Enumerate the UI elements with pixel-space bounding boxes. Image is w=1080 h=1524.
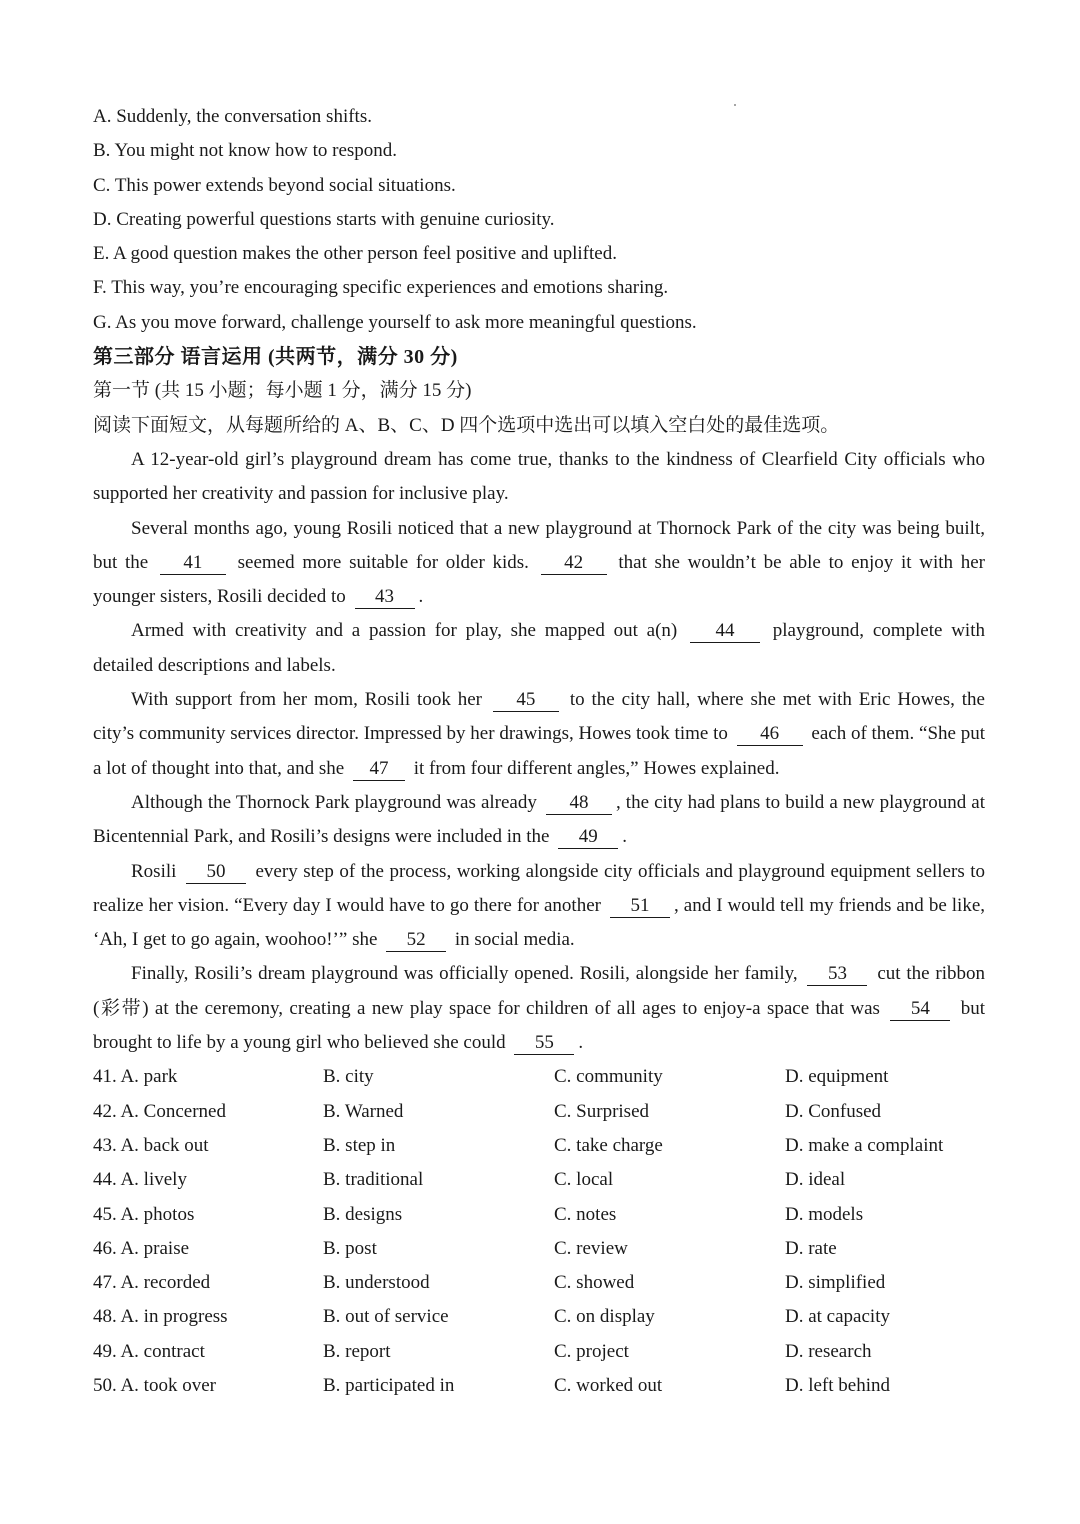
paragraph-2	[93, 512, 985, 615]
blank-48: 48	[546, 792, 612, 815]
q48-option-c: C. on display	[554, 1306, 655, 1328]
q41-option-d: D. equipment	[785, 1066, 889, 1088]
q45-option-c: C. notes	[554, 1203, 617, 1225]
option-c: C. This power extends beyond social situations.	[93, 174, 456, 196]
blank-53: 53	[807, 963, 867, 986]
paragraph-text: playground, complete with detailed descriptions and labels.	[93, 620, 985, 676]
q42-option-d: D. Confused	[785, 1100, 882, 1122]
blank-41: 41	[160, 552, 226, 575]
scan-speck	[734, 104, 736, 106]
paragraph-text: to the city hall, where she met with Eric Howes, the city’s community services director. Impressed by her drawings, Howes took time to	[93, 689, 985, 745]
paragraph-text: A 12-year-old girl’s playground dream has come true, thanks to the kindness of Clearfield City officials who supported her creativity and passion for inclusive play.	[93, 448, 985, 505]
section-title: 第三部分 语言运用 (共两节，满分 30 分)	[93, 346, 458, 369]
paragraph-text: it from four different angles,” Howes explained.	[413, 757, 780, 779]
q45-option-b: B. designs	[323, 1203, 403, 1225]
q44-option-a: 44. A. lively	[93, 1169, 187, 1191]
option-d: D. Creating powerful questions starts with genuine curiosity.	[93, 208, 555, 230]
paragraph-text: Finally, Rosili’s dream playground was officially opened. Rosili, alongside her family,	[131, 963, 798, 985]
q46-option-d: D. rate	[785, 1237, 837, 1259]
q47-option-b: B. understood	[323, 1272, 430, 1294]
paragraph-text: , the city had plans to build a new playground at Bicentennial Park, and Rosili’s designs were included in the	[93, 791, 985, 848]
paragraph-text: Several months ago, young Rosili noticed that a new playground at Thornock Park of the city was being built, but the	[93, 517, 985, 573]
q43-option-b: B. step in	[323, 1134, 396, 1156]
q49-option-b: B. report	[323, 1340, 391, 1362]
instruction: 阅读下面短文，从每题所给的 A、B、C、D 四个选项中选出可以填入空白处的最佳选项。	[93, 414, 840, 436]
paragraph-text: that she wouldn’t be able to enjoy it with her younger sisters, Rosili decided to	[93, 551, 986, 608]
blank-42: 42	[541, 552, 607, 575]
q45-option-a: 45. A. photos	[93, 1203, 195, 1225]
paragraph-4	[93, 683, 985, 786]
q42-option-a: 42. A. Concerned	[93, 1100, 226, 1122]
paragraph-3	[93, 614, 985, 683]
q42-option-c: C. Surprised	[554, 1100, 649, 1122]
q49-option-c: C. project	[554, 1340, 629, 1362]
blank-43: 43	[355, 586, 415, 609]
paragraph-1	[93, 443, 985, 512]
blank-52: 52	[386, 929, 446, 952]
option-f: F. This way, you’re encouraging specific experiences and emotions sharing.	[93, 277, 669, 299]
blank-54: 54	[890, 998, 950, 1021]
paragraph-text: each of them. “She put a lot of thought into that, and she	[93, 723, 985, 779]
q50-option-c: C. worked out	[554, 1374, 663, 1396]
q50-option-a: 50. A. took over	[93, 1374, 216, 1396]
paragraph-text: .	[622, 826, 627, 848]
q44-option-c: C. local	[554, 1169, 614, 1191]
option-g: G. As you move forward, challenge yourself to ask more meaningful questions.	[93, 311, 697, 333]
q47-option-c: C. showed	[554, 1272, 635, 1294]
option-b: B. You might not know how to respond.	[93, 140, 398, 162]
paragraph-7	[93, 957, 985, 1060]
blank-45: 45	[493, 689, 559, 712]
paragraph-text: , and I would tell my friends and be like, ‘Ah, I get to go again, woohoo!’” she	[93, 894, 985, 951]
paragraph-5	[93, 786, 985, 855]
q41-option-c: C. community	[554, 1066, 663, 1088]
q44-option-d: D. ideal	[785, 1169, 846, 1191]
q49-option-d: D. research	[785, 1340, 872, 1362]
paragraph-text: seemed more suitable for older kids.	[237, 551, 529, 573]
q47-option-a: 47. A. recorded	[93, 1272, 211, 1294]
q41-option-a: 41. A. park	[93, 1066, 178, 1088]
blank-46: 46	[737, 723, 803, 746]
paragraph-text: Armed with creativity and a passion for play, she mapped out a(n)	[131, 620, 678, 642]
q41-option-b: B. city	[323, 1066, 374, 1088]
paragraph-text: Rosili	[131, 860, 177, 882]
q48-option-d: D. at capacity	[785, 1306, 890, 1328]
q48-option-b: B. out of service	[323, 1306, 449, 1328]
passage	[93, 443, 985, 1060]
q48-option-a: 48. A. in progress	[93, 1306, 228, 1328]
paragraph-text: in social media.	[454, 929, 575, 951]
answer-options-grid	[93, 1060, 985, 1403]
blank-55: 55	[514, 1032, 574, 1055]
blank-47: 47	[353, 758, 405, 781]
q45-option-d: D. models	[785, 1203, 864, 1225]
option-a: A. Suddenly, the conversation shifts.	[93, 106, 372, 127]
q46-option-b: B. post	[323, 1237, 377, 1259]
q50-option-b: B. participated in	[323, 1374, 455, 1396]
paragraph-6	[93, 855, 985, 958]
paragraph-text: cut the ribbon (彩带) at the ceremony, creating a new play space for children of all ages to enjoy-a space that was	[93, 963, 986, 1019]
q46-option-c: C. review	[554, 1237, 628, 1259]
previous-options-list	[93, 100, 985, 340]
paragraph-text: Although the Thornock Park playground was already	[131, 791, 537, 813]
q43-option-d: D. make a complaint	[785, 1134, 944, 1156]
blank-49: 49	[558, 826, 618, 849]
q47-option-d: D. simplified	[785, 1272, 886, 1294]
q50-option-d: D. left behind	[785, 1374, 891, 1396]
q43-option-a: 43. A. back out	[93, 1134, 209, 1156]
paragraph-text: .	[418, 586, 424, 608]
q46-option-a: 46. A. praise	[93, 1237, 190, 1259]
option-e: E. A good question makes the other person feel positive and uplifted.	[93, 243, 617, 265]
paragraph-text: .	[578, 1032, 584, 1054]
q44-option-b: B. traditional	[323, 1169, 424, 1191]
blank-44: 44	[690, 620, 760, 643]
q42-option-b: B. Warned	[323, 1100, 404, 1122]
paragraph-text: but brought to life by a young girl who believed she could	[93, 997, 986, 1054]
q49-option-a: 49. A. contract	[93, 1340, 205, 1362]
paragraph-text: With support from her mom, Rosili took her	[131, 689, 483, 711]
subsection-title: 第一节 (共 15 小题；每小题 1 分，满分 15 分)	[93, 380, 472, 402]
blank-51: 51	[610, 895, 670, 918]
paragraph-text: every step of the process, working alongside city officials and playground equipment sellers to realize her vision. “Every day I would have to go there for another	[93, 860, 986, 916]
blank-50: 50	[186, 861, 246, 884]
q43-option-c: C. take charge	[554, 1134, 663, 1156]
